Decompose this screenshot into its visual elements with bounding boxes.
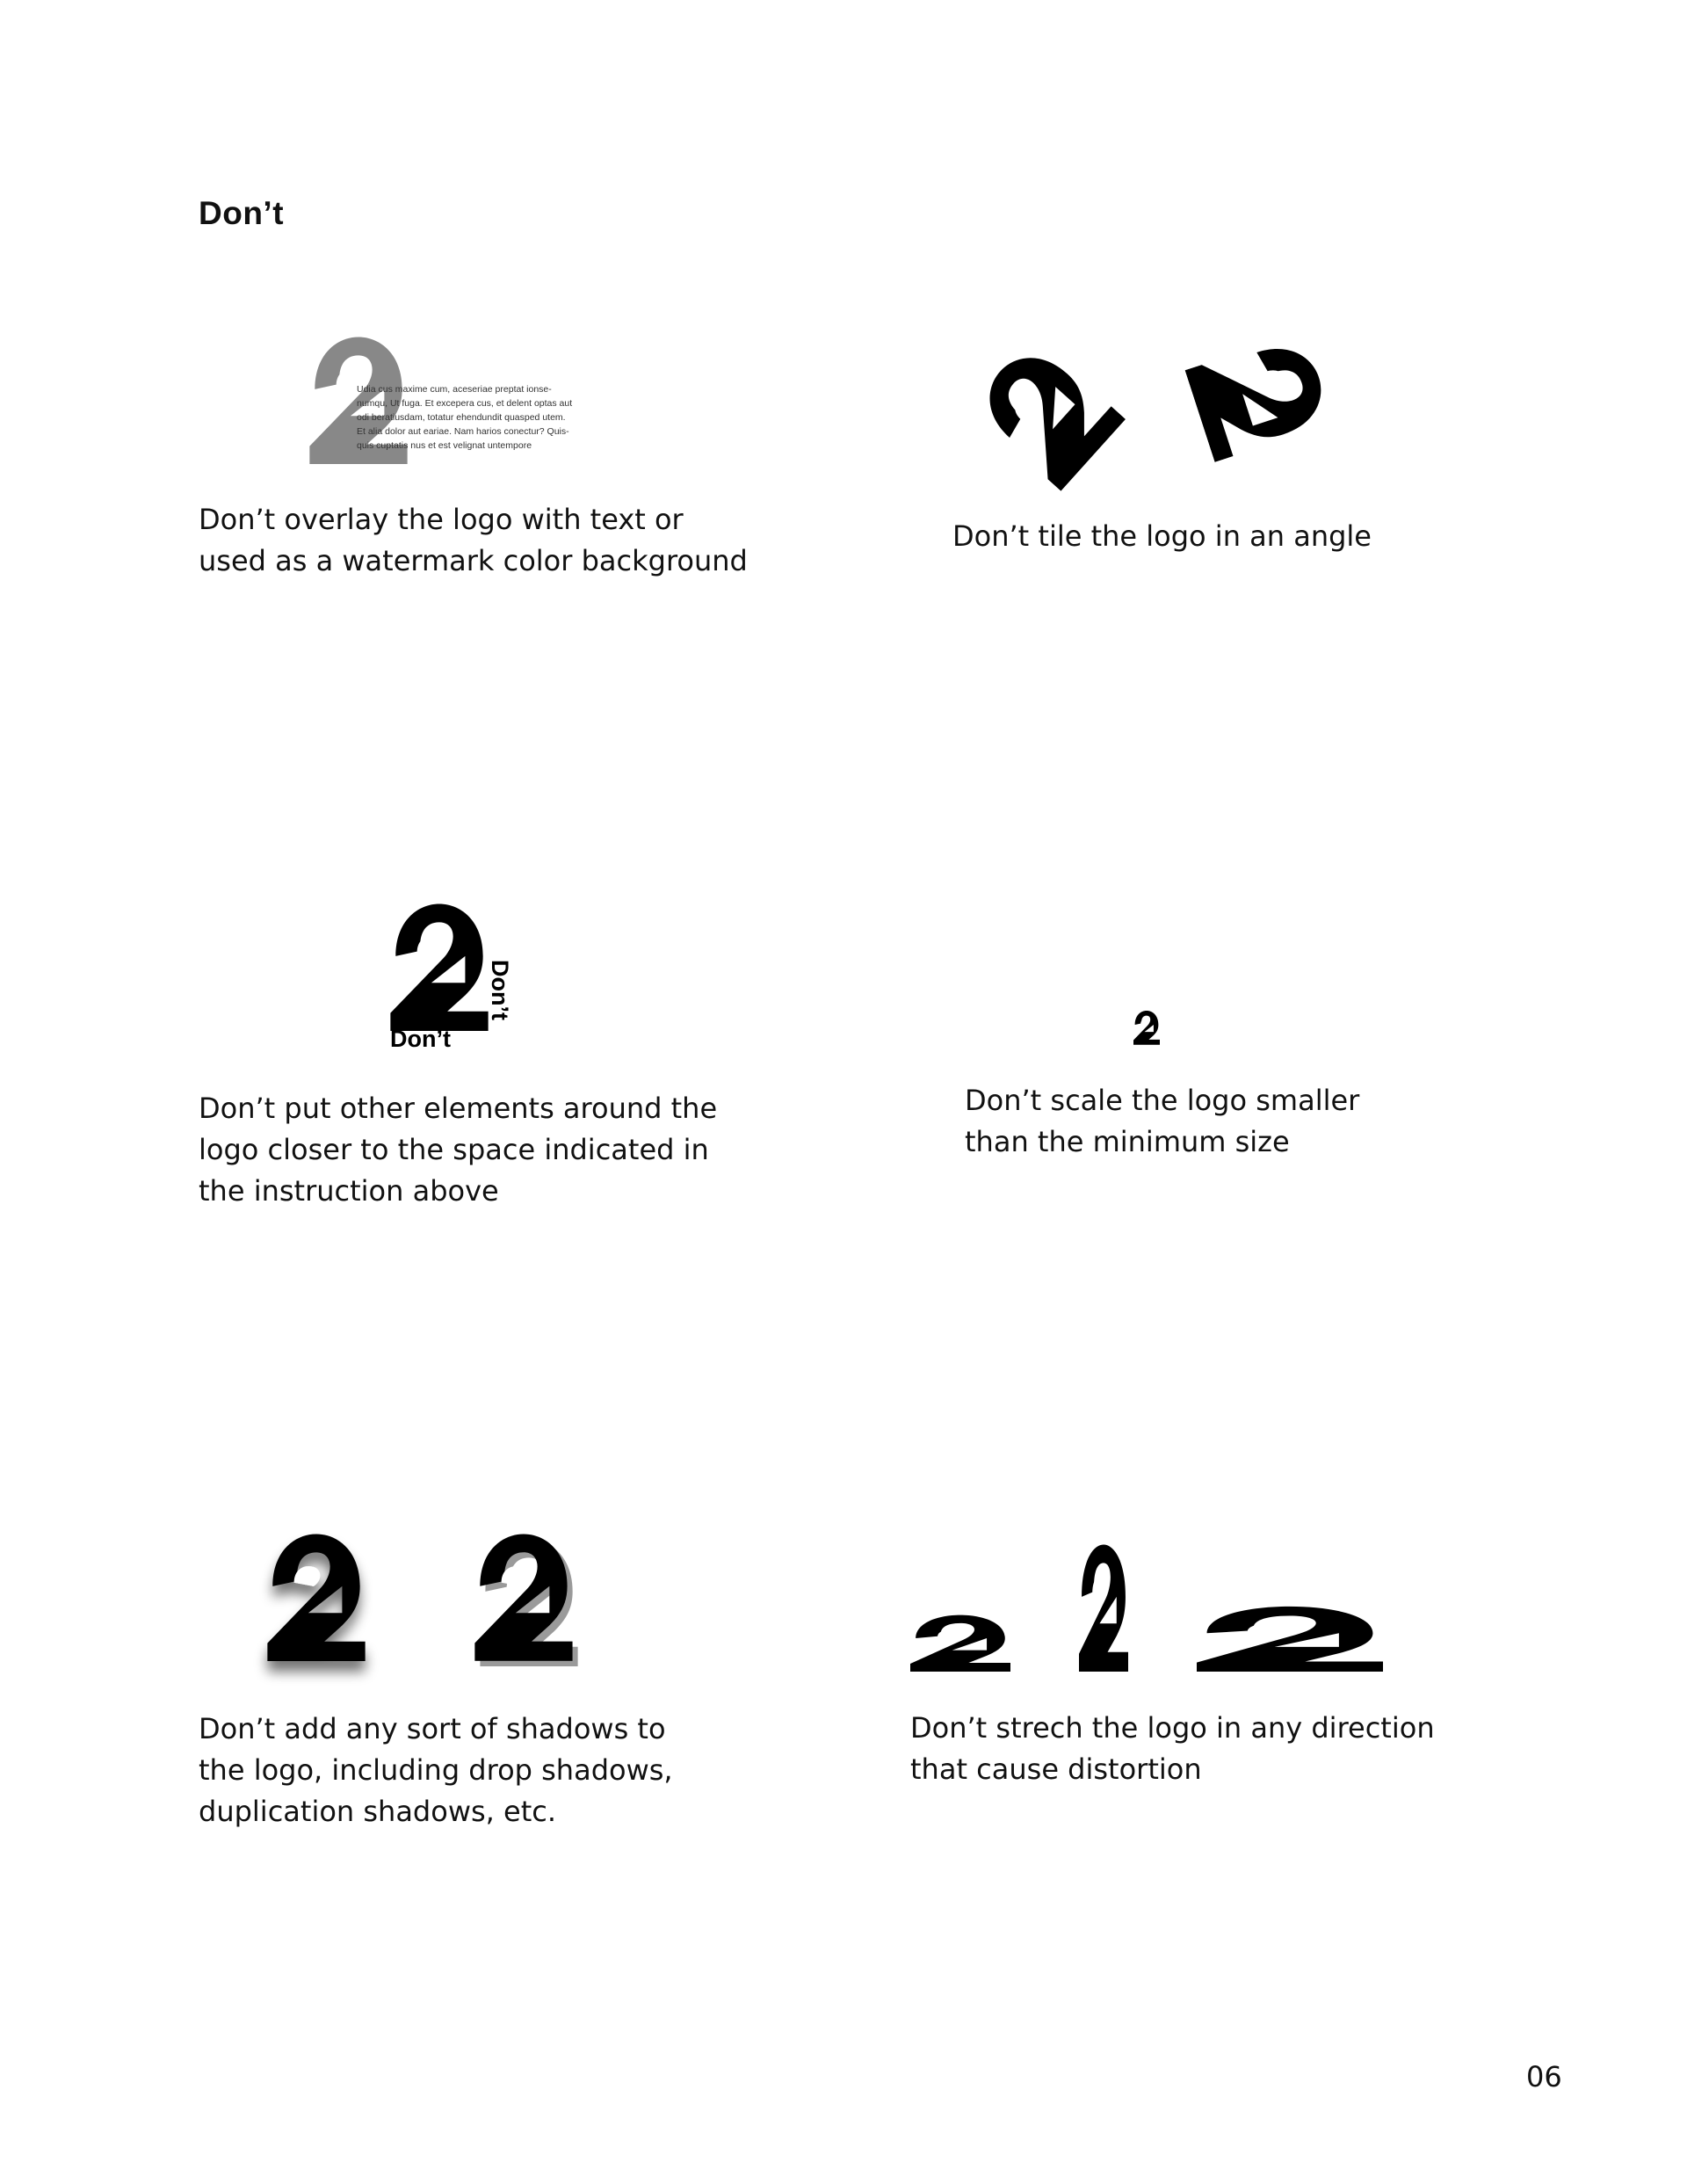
overlay-sample-text bbox=[357, 382, 585, 453]
angle-caption bbox=[952, 516, 1372, 557]
caption-line: Don’t strech the logo in any direction bbox=[910, 1711, 1435, 1745]
caption-line: than the minimum size bbox=[965, 1125, 1290, 1158]
caption-line: duplication shadows, etc. bbox=[199, 1795, 556, 1828]
intruding-text-bottom: Don’t bbox=[390, 1026, 451, 1052]
rotated-logo-right-icon bbox=[1186, 330, 1336, 462]
caption-line: Don’t tile the logo in an angle bbox=[952, 519, 1372, 553]
page-heading: Don’t bbox=[199, 195, 285, 231]
caption-line: Don’t overlay the logo with text or bbox=[199, 503, 684, 536]
caption-line: used as a watermark color background bbox=[199, 544, 748, 577]
widely-stretched-logo-icon bbox=[1197, 1605, 1383, 1672]
intruding-text-side: Don’t bbox=[486, 960, 513, 1020]
caption-line: Don’t add any sort of shadows to bbox=[199, 1712, 666, 1745]
drop-shadow-logo-icon bbox=[267, 1531, 366, 1661]
clearspace-logo-icon bbox=[390, 901, 489, 1031]
vertically-stretched-logo-icon bbox=[1079, 1542, 1128, 1672]
horizontally-squashed-logo-icon bbox=[910, 1614, 1010, 1672]
page-number: 06 bbox=[1526, 2060, 1562, 2093]
sample-text-line: odi beratiusdam, totatur ehendundit quasped utem. bbox=[357, 412, 566, 423]
rotated-logo-left-icon bbox=[975, 337, 1116, 487]
shadows-caption bbox=[199, 1709, 673, 1832]
caption-line: that cause distortion bbox=[910, 1752, 1202, 1786]
overlay-caption bbox=[199, 499, 748, 582]
sample-text-line: numqu, Ut fuga. Et excepera cus, et delent optas aut bbox=[357, 398, 573, 409]
sample-text-line: Et alia dolor aut eariae. Nam harios conectur? Quis- bbox=[357, 426, 569, 437]
stretch-caption bbox=[910, 1708, 1435, 1790]
caption-line: Don’t put other elements around the bbox=[199, 1092, 718, 1125]
clearspace-caption bbox=[199, 1088, 717, 1212]
caption-line: Don’t scale the logo smaller bbox=[965, 1084, 1360, 1117]
caption-line: the instruction above bbox=[199, 1174, 499, 1208]
min-size-caption bbox=[965, 1080, 1359, 1163]
caption-line: the logo, including drop shadows, bbox=[199, 1753, 673, 1787]
caption-line: logo closer to the space indicated in bbox=[199, 1133, 709, 1166]
tiny-logo-icon bbox=[1133, 1010, 1160, 1045]
duplication-shadow-logo-icon bbox=[474, 1531, 580, 1668]
sample-text-line: quis cuptatis nus et est velignat untempore bbox=[357, 440, 532, 451]
sample-text-line: Udia cus maxime cum, aceseriae preptat ionse- bbox=[357, 384, 552, 395]
